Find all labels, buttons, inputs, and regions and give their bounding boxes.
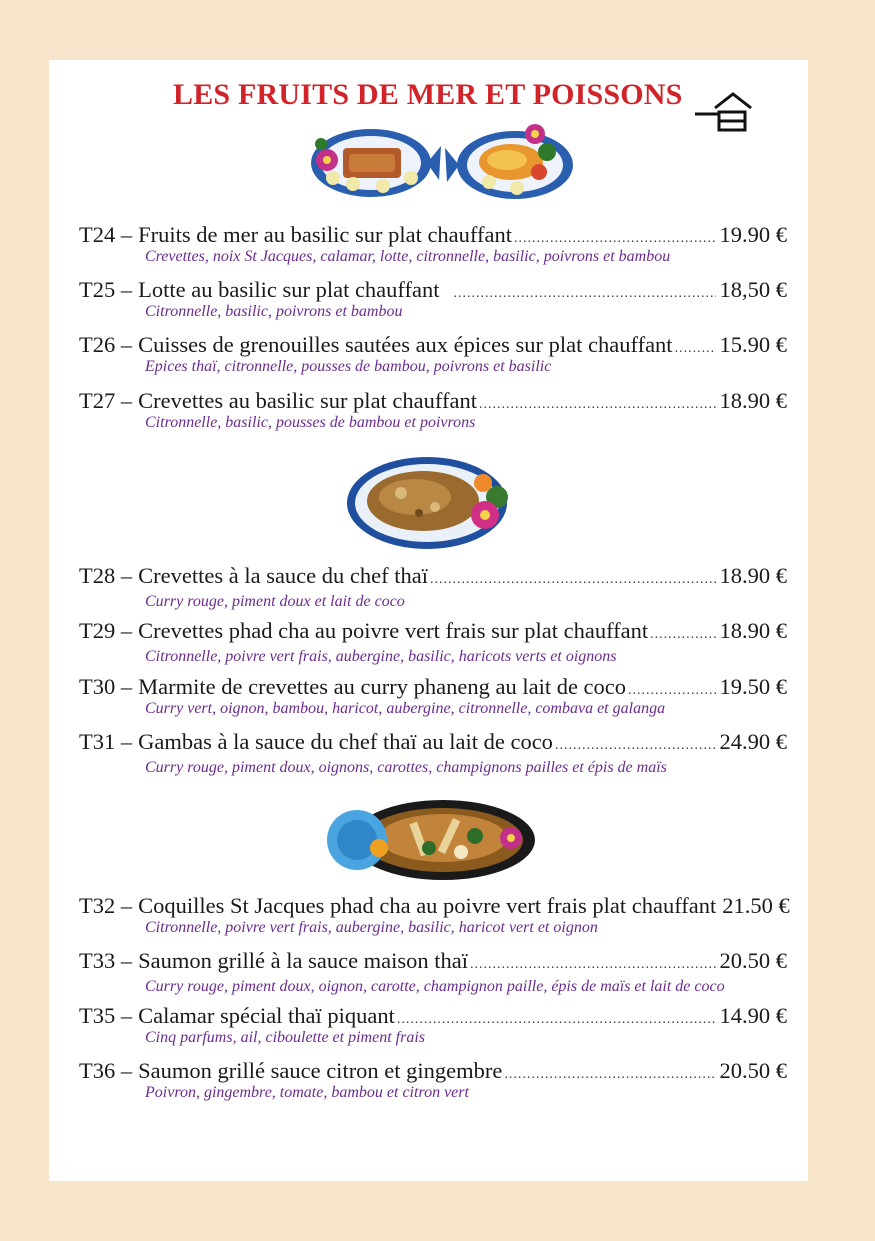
item-price: 18.90 € <box>719 388 787 413</box>
item-code: T25 – <box>79 277 133 302</box>
item-price: 18.90 € <box>719 563 787 588</box>
dot-leader <box>453 286 715 302</box>
item-description: Citronnelle, basilic, pousses de bambou et poivrons <box>145 414 476 431</box>
menu-page <box>49 60 808 1181</box>
dot-leader <box>555 738 716 754</box>
house-logo-icon <box>695 90 753 132</box>
menu-item-t28 <box>79 563 787 611</box>
item-price: 19.50 € <box>719 674 787 699</box>
dot-leader <box>470 957 715 973</box>
item-price: 18.90 € <box>719 618 787 643</box>
menu-item-t29 <box>79 618 787 666</box>
item-description: Epices thaï, citronnelle, pousses de bambou, poivrons et basilic <box>145 358 552 375</box>
item-description: Curry vert, oignon, bambou, haricot, aubergine, citronnelle, combava et galanga <box>145 700 666 717</box>
item-code: T35 – <box>79 1003 133 1028</box>
item-name: Fruits de mer au basilic sur plat chauffant <box>138 222 512 247</box>
menu-item-t33 <box>79 948 787 996</box>
item-price: 15.90 € <box>719 332 787 357</box>
menu-item-t26 <box>79 332 787 376</box>
dot-leader <box>675 341 716 357</box>
item-name: Calamar spécial thaï piquant <box>138 1003 395 1028</box>
item-price: 21.50 € <box>722 893 790 918</box>
dot-leader <box>628 683 715 699</box>
fish-plates-photo <box>303 118 583 218</box>
item-description: Curry rouge, piment doux et lait de coco <box>145 593 405 610</box>
item-name: Lotte au basilic sur plat chauffant <box>138 277 440 302</box>
item-description: Curry rouge, piment doux, oignon, carotte, champignon paille, épis de maïs et lait de coco <box>145 978 725 995</box>
dot-leader <box>650 627 715 643</box>
item-name: Coquilles St Jacques phad cha au poivre vert frais plat chauffant <box>138 893 717 918</box>
item-price: 20.50 € <box>719 948 787 973</box>
item-description: Crevettes, noix St Jacques, calamar, lotte, citronnelle, basilic, poivrons et bambou <box>145 248 671 265</box>
dot-leader <box>397 1012 716 1028</box>
menu-item-t25 <box>79 277 787 321</box>
item-code: T28 – <box>79 563 133 588</box>
item-name: Saumon grillé sauce citron et gingembre <box>138 1058 503 1083</box>
item-code: T27 – <box>79 388 133 413</box>
dot-leader <box>479 397 716 413</box>
item-code: T30 – <box>79 674 133 699</box>
item-description: Poivron, gingembre, tomate, bambou et citron vert <box>145 1084 469 1101</box>
item-name: Cuisses de grenouilles sautées aux épices sur plat chauffant <box>138 332 673 357</box>
item-price: 14.90 € <box>719 1003 787 1028</box>
item-name: Saumon grillé à la sauce maison thaï <box>138 948 469 973</box>
item-price: 19.90 € <box>719 222 787 247</box>
dot-leader <box>430 572 716 588</box>
menu-item-t27 <box>79 388 787 432</box>
header <box>49 78 808 118</box>
page-title: LES FRUITS DE MER ET POISSONS <box>173 78 683 111</box>
item-code: T24 – <box>79 222 133 247</box>
dot-leader <box>514 231 716 247</box>
item-name: Gambas à la sauce du chef thaï au lait de coco <box>138 729 553 754</box>
item-description: Citronnelle, poivre vert frais, aubergine, basilic, haricot vert et oignon <box>145 919 598 936</box>
item-code: T32 – <box>79 893 133 918</box>
item-code: T36 – <box>79 1058 133 1083</box>
item-name: Marmite de crevettes au curry phaneng au lait de coco <box>138 674 627 699</box>
item-code: T29 – <box>79 618 133 643</box>
stir-fry-plate-photo <box>345 453 523 555</box>
item-code: T33 – <box>79 948 133 973</box>
item-description: Citronnelle, poivre vert frais, aubergine, basilic, haricots verts et oignons <box>145 648 617 665</box>
item-description: Curry rouge, piment doux, oignons, carottes, champignons pailles et épis de maïs <box>145 759 667 776</box>
dot-leader <box>504 1067 715 1083</box>
menu-item-t35 <box>79 1003 787 1047</box>
item-code: T31 – <box>79 729 133 754</box>
item-name: Crevettes à la sauce du chef thaï <box>138 563 428 588</box>
menu-item-t24 <box>79 222 787 266</box>
item-price: 20.50 € <box>719 1058 787 1083</box>
item-price: 18,50 € <box>719 277 787 302</box>
item-description: Cinq parfums, ail, ciboulette et piment frais <box>145 1029 425 1046</box>
item-code: T26 – <box>79 332 133 357</box>
item-description: Citronnelle, basilic, poivrons et bambou <box>145 303 403 320</box>
menu-item-t36 <box>79 1058 787 1102</box>
menu-item-t32 <box>79 893 790 937</box>
item-price: 24.90 € <box>719 729 787 754</box>
menu-item-t31 <box>79 729 787 777</box>
sizzling-plate-photo <box>325 796 535 886</box>
menu-item-t30 <box>79 674 787 718</box>
item-name: Crevettes phad cha au poivre vert frais sur plat chauffant <box>138 618 649 643</box>
item-name: Crevettes au basilic sur plat chauffant <box>138 388 477 413</box>
